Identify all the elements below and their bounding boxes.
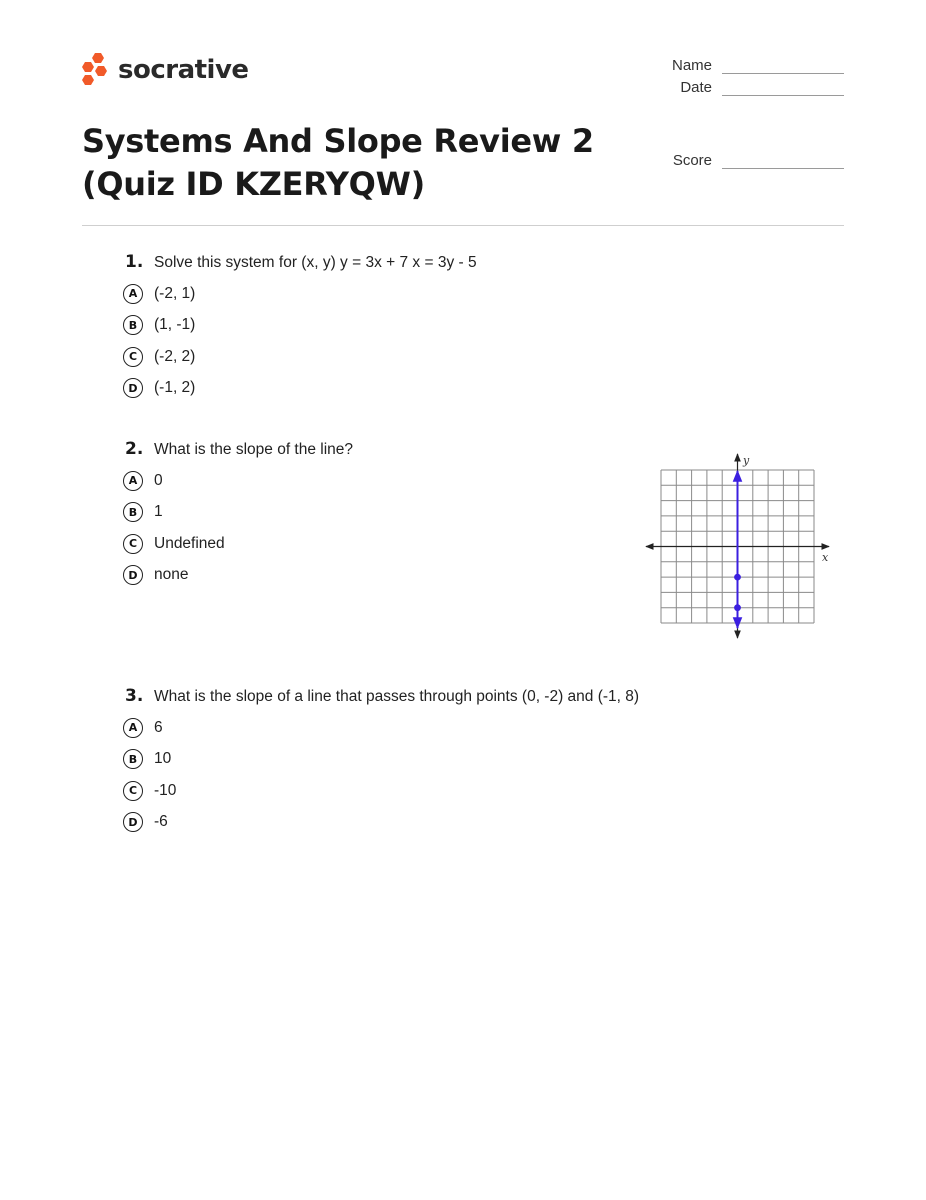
option-text: 0 — [154, 471, 163, 489]
graph-line — [734, 471, 741, 628]
y-axis-label: y — [743, 454, 750, 467]
option-b[interactable] — [125, 744, 639, 776]
option-text: (1, -1) — [154, 316, 196, 334]
question-text: What is the slope of the line? — [154, 441, 354, 458]
option-text: none — [154, 566, 189, 584]
option-letter-badge: A — [123, 284, 143, 304]
name-blank — [722, 59, 844, 74]
question-header — [125, 252, 477, 272]
option-letter-badge: C — [123, 781, 143, 801]
option-a[interactable] — [125, 465, 353, 497]
option-letter-badge: B — [123, 315, 143, 335]
options-list — [125, 712, 639, 838]
option-letter-badge: C — [123, 534, 143, 554]
question-header — [125, 686, 639, 706]
title-line-1: Systems And Slope Review 2 — [82, 122, 594, 160]
x-axis-label: x — [822, 551, 829, 564]
title-line-2: (Quiz ID KZERYQW) — [82, 165, 425, 203]
question-header — [125, 439, 353, 459]
question-1 — [125, 252, 477, 404]
score-label: Score — [672, 152, 712, 169]
brand-name: socrative — [118, 55, 249, 85]
option-d[interactable] — [125, 373, 477, 405]
option-letter-badge: A — [123, 718, 143, 738]
option-letter-badge: D — [123, 378, 143, 398]
date-blank — [722, 81, 844, 96]
option-a[interactable] — [125, 712, 639, 744]
date-field — [592, 79, 844, 96]
coordinate-graph — [644, 452, 834, 649]
option-text: Undefined — [154, 534, 225, 552]
name-field — [592, 57, 844, 74]
header-divider — [82, 225, 844, 226]
option-c[interactable] — [125, 775, 639, 807]
question-text: Solve this system for (x, y) y = 3x + 7 x = 3y - 5 — [154, 254, 477, 271]
options-list — [125, 278, 477, 404]
question-2 — [125, 439, 353, 591]
option-text: (-1, 2) — [154, 379, 196, 397]
option-text: -10 — [154, 781, 177, 799]
option-d[interactable] — [125, 807, 639, 839]
name-label: Name — [671, 57, 712, 74]
question-3 — [125, 686, 639, 838]
option-letter-badge: D — [123, 565, 143, 585]
option-letter-badge: A — [123, 471, 143, 491]
option-letter-badge: C — [123, 347, 143, 367]
plotted-point — [734, 574, 741, 581]
question-number: 2. — [125, 439, 144, 459]
option-c[interactable] — [125, 528, 353, 560]
page-title — [82, 120, 622, 206]
graph-svg — [644, 452, 834, 644]
question-number: 3. — [125, 686, 144, 706]
hexagon-cluster-icon — [82, 52, 110, 88]
socrative-logo — [82, 52, 249, 88]
option-letter-badge: B — [123, 749, 143, 769]
question-text: What is the slope of a line that passes through points (0, -2) and (-1, 8) — [154, 688, 640, 705]
option-text: 6 — [154, 718, 163, 736]
option-letter-badge: D — [123, 812, 143, 832]
option-b[interactable] — [125, 497, 353, 529]
option-letter-badge: B — [123, 502, 143, 522]
options-list — [125, 465, 353, 591]
option-d[interactable] — [125, 560, 353, 592]
date-label: Date — [680, 79, 712, 96]
option-text: 1 — [154, 503, 163, 521]
option-text: (-2, 2) — [154, 347, 196, 365]
option-text: 10 — [154, 750, 172, 768]
plotted-point — [734, 604, 741, 611]
option-a[interactable] — [125, 278, 477, 310]
option-text: -6 — [154, 813, 168, 831]
score-field — [592, 152, 844, 169]
option-text: (-2, 1) — [154, 284, 196, 302]
score-blank — [722, 154, 844, 169]
option-b[interactable] — [125, 310, 477, 342]
question-number: 1. — [125, 252, 144, 272]
option-c[interactable] — [125, 341, 477, 373]
